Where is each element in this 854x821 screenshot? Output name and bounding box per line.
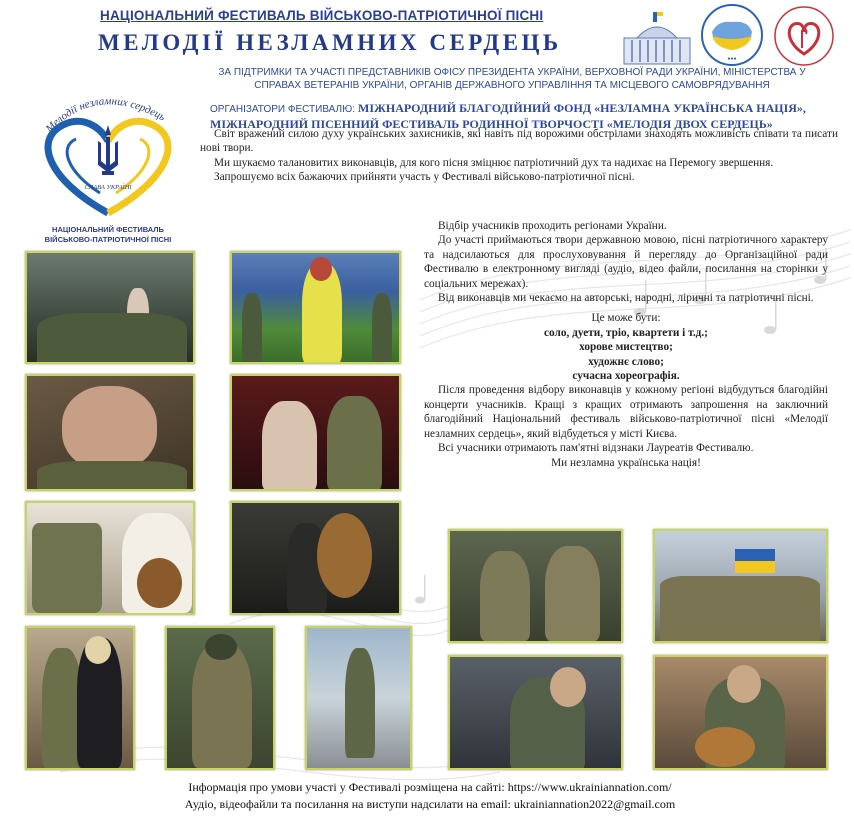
- body-paragraph: До участі приймаються твори державною мовою, пісні патріотичного характеру та надсилаються для прослуховування й перегляду до Організаційної ради Фестивалю в електронному вигляді (аудіо, відео файли, посилання на сторінки у соціальних мережах).: [424, 234, 828, 290]
- footer-email-info: Аудіо, відеофайли та посилання на виступи надсилати на email: ukrainiannation2022@gmail.com: [184, 797, 676, 811]
- festival-title: МЕЛОДІЇ НЕЗЛАМНИХ СЕРДЕЦЬ: [98, 30, 562, 55]
- logo-caption-1: НАЦІОНАЛЬНИЙ ФЕСТИВАЛЬ: [52, 225, 164, 234]
- genre-item: художнє слово;: [588, 355, 664, 368]
- genre-item: сучасна хореографія.: [572, 370, 680, 383]
- intro-paragraph: Ми шукаємо талановитих виконавців, для кого пісня зміцнює патріотичний дух та надихає на Перемогу звершення.: [214, 156, 774, 169]
- intro-paragraph: Світ вражений силою духу українських захисників, які навіть під ворожими обстрілами знаходять можливість співати та писати нові твори.: [200, 128, 838, 155]
- footer-website-info: Інформація про умови участі у Фестивалі розміщена на сайті: https://www.ukrainiannation.com/: [188, 780, 672, 794]
- parliament-logo: [622, 8, 692, 68]
- photo-duet-performance: [230, 374, 401, 491]
- main-festival-logo: [28, 85, 188, 250]
- photo-bandura-player: [230, 501, 401, 615]
- photo-smiling-soldier: [25, 374, 195, 491]
- genres-intro: Це може бути:: [591, 312, 661, 325]
- photo-singer-stadium: [230, 251, 401, 364]
- photo-violin-soldier: [165, 626, 275, 770]
- photo-soldiers-singing: [448, 529, 623, 643]
- genre-item: соло, дуети, тріо, квартети і т.д.;: [544, 326, 708, 339]
- svg-text:●●●: ●●●: [727, 56, 737, 62]
- photo-guitar-player: [653, 655, 828, 770]
- closing-line: Ми незламна українська нація!: [551, 456, 701, 469]
- festival-subtitle: НАЦІОНАЛЬНИЙ ФЕСТИВАЛЬ ВІЙСЬКОВО-ПАТРІОТИЧНОЇ ПІСНІ: [100, 8, 544, 23]
- foundation-logo: [698, 2, 766, 68]
- photo-soldiers-flag: [653, 529, 828, 643]
- intro-paragraph: Запрошуємо всіх бажаючих прийняти участь у Фестивалі військово-патріотичної пісні.: [214, 171, 635, 184]
- logo-arc-text: Мелодії незламних сердець: [43, 95, 168, 135]
- body-paragraph: Після проведення відбору виконавців у кожному регіоні відбудуться благодійні концерти учасників. Кращі з кращих отримають запрошення на заключний благодійний Національний фестиваль військово-патріотичної пісні «Мелодії незламних сердець», який відбудеться у місті Києва.: [424, 384, 828, 440]
- logo-caption-2: ВІЙСЬКОВО-ПАТРІОТИЧНОЇ ПІСНІ: [44, 235, 172, 244]
- body-paragraph: Від виконавців ми чекаємо на авторські, народні, ліричні та патріотичні пісні.: [438, 292, 814, 305]
- two-hearts-logo: [772, 4, 836, 68]
- photo-violinist-road: [305, 626, 412, 770]
- organizer-festival: МІЖНАРОДНИЙ ПІСЕННИЙ ФЕСТИВАЛЬ РОДИННОЇ ТВОРЧОСТІ «МЕЛОДІЯ ДВОХ СЕРДЕЦЬ»: [210, 117, 773, 131]
- support-statement: ЗА ПІДТРИМКИ ТА УЧАСТІ ПРЕДСТАВНИКІВ ОФІСУ ПРЕЗИДЕНТА УКРАЇНИ, ВЕРХОВНОЇ РАДИ УКРАЇНИ, МІНІСТЕРСТВА У СПРАВАХ ВЕТЕРАНІВ УКРАЇНИ, ОРГАНІВ ДЕРЖАВНОГО УПРАВЛІННЯ ТА МІСЦЕВОГО САМОВРЯДУВАННЯ: [218, 67, 806, 91]
- organizers-label: ОРГАНІЗАТОРИ ФЕСТИВАЛЮ:: [210, 104, 355, 115]
- photo-embrace: [25, 626, 135, 770]
- photo-flute-player: [448, 655, 623, 770]
- heart-logo-graphic: [28, 85, 188, 220]
- organizer-foundation: МІЖНАРОДНИЙ БЛАГОДІЙНИЙ ФОНД «НЕЗЛАМНА УКРАЇНСЬКА НАЦІЯ»,: [358, 101, 806, 115]
- body-text: [424, 219, 828, 470]
- body-paragraph: Відбір учасників проходить регіонами України.: [438, 220, 667, 232]
- photo-bandura-soldiers: [25, 501, 195, 615]
- photo-concert-audience: [25, 251, 195, 364]
- intro-text: [200, 127, 838, 185]
- body-paragraph: Всі учасники отримають пам'ятні відзнаки Лауреатів Фестивалю.: [438, 442, 754, 455]
- logo-slogan: СЛАВА УКРАЇНІ: [84, 184, 132, 191]
- genre-item: хорове мистецтво;: [579, 341, 673, 354]
